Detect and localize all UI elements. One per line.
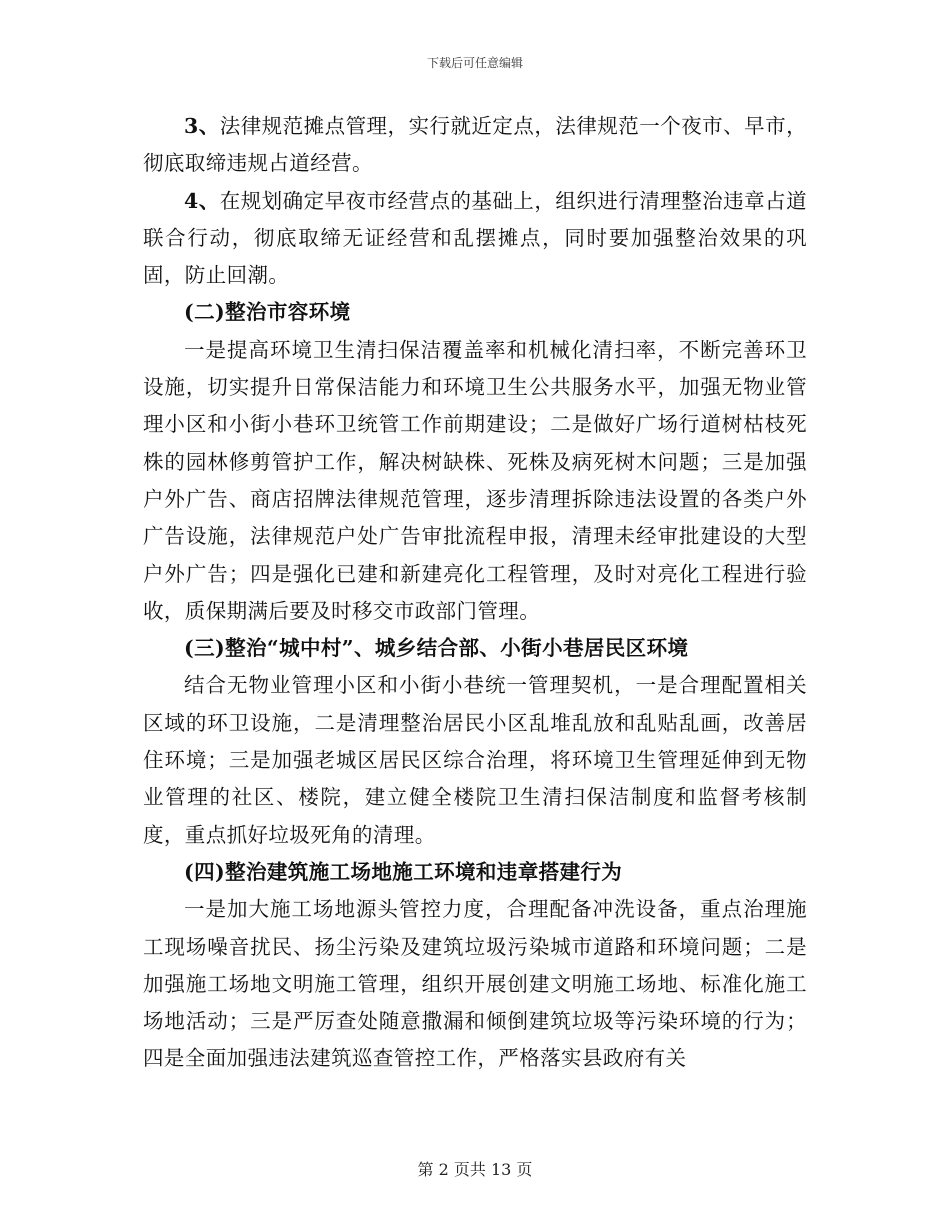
section-heading-3: (三)整治“城中村”、城乡结合部、小街小巷居民区环境 [184,636,689,661]
section-heading-4: (四)整治建筑施工场地施工环境和违章搭建行为 [184,859,623,884]
paragraph-item-3 [143,108,807,183]
header-note: 下载后可任意编辑 [426,56,523,70]
paragraph-section-4: 一是加大施工场地源头管控力度，合理配备冲洗设备，重点治理施工现场噪音扰民、扬尘污染及建筑垃圾污染城市道路和环境问题；二是加强施工场地文明施工管理，组织开展创建文明施工场地、标准化施工场地活动；三是严厉查处随意撒漏和倾倒建筑垃圾等污染环境的行为；四是全面加强违法建筑巡查管控工作，严格落实县政府有关 [143,897,807,1071]
paragraph-section-3: 结合无物业管理小区和小街小巷统一管理契机，一是合理配置相关区域的环卫设施，二是清理整治居民小区乱堆乱放和乱贴乱画，改善居住环境；三是加强老城区居民区综合治理，将环境卫生管理延伸到无物业管理的社区、楼院，建立健全楼院卫生清扫保洁制度和监督考核制度，重点抓好垃圾死角的清理。 [143,673,807,847]
document-body [143,108,807,1078]
item-number: 4、 [184,188,220,213]
section-heading-2: (二)整治市容环境 [184,300,351,325]
paragraph-text: 在规划确定早夜市经营点的基础上，组织进行清理整治违章占道联合行动，彻底取缔无证经营和乱摆摊点，同时要加强整治效果的巩固，防止回潮。 [143,188,807,288]
item-number: 3、 [184,114,220,138]
paragraph-text: 法律规范摊点管理，实行就近定点，法律规范一个夜市、早市，彻底取缔违规占道经营。 [143,114,807,176]
page-number: 第 2 页共 13 页 [417,1160,533,1179]
paragraph-item-4 [143,183,807,295]
paragraph-section-2: 一是提高环境卫生清扫保洁覆盖率和机械化清扫率，不断完善环卫设施，切实提升日常保洁能力和环境卫生公共服务水平，加强无物业管理小区和小街小巷环卫统管工作前期建设；二是做好广场行道树枯枝死株的园林修剪管护工作，解决树缺株、死株及病死树木问题；三是加强户外广告、商店招牌法律规范管理，逐步清理拆除违法设置的各类户外广告设施，法律规范户处广告审批流程申报，清理未经审批建设的大型户外广告；四是强化已建和新建亮化工程管理，及时对亮化工程进行验收，质保期满后要及时移交市政部门管理。 [143,337,807,623]
